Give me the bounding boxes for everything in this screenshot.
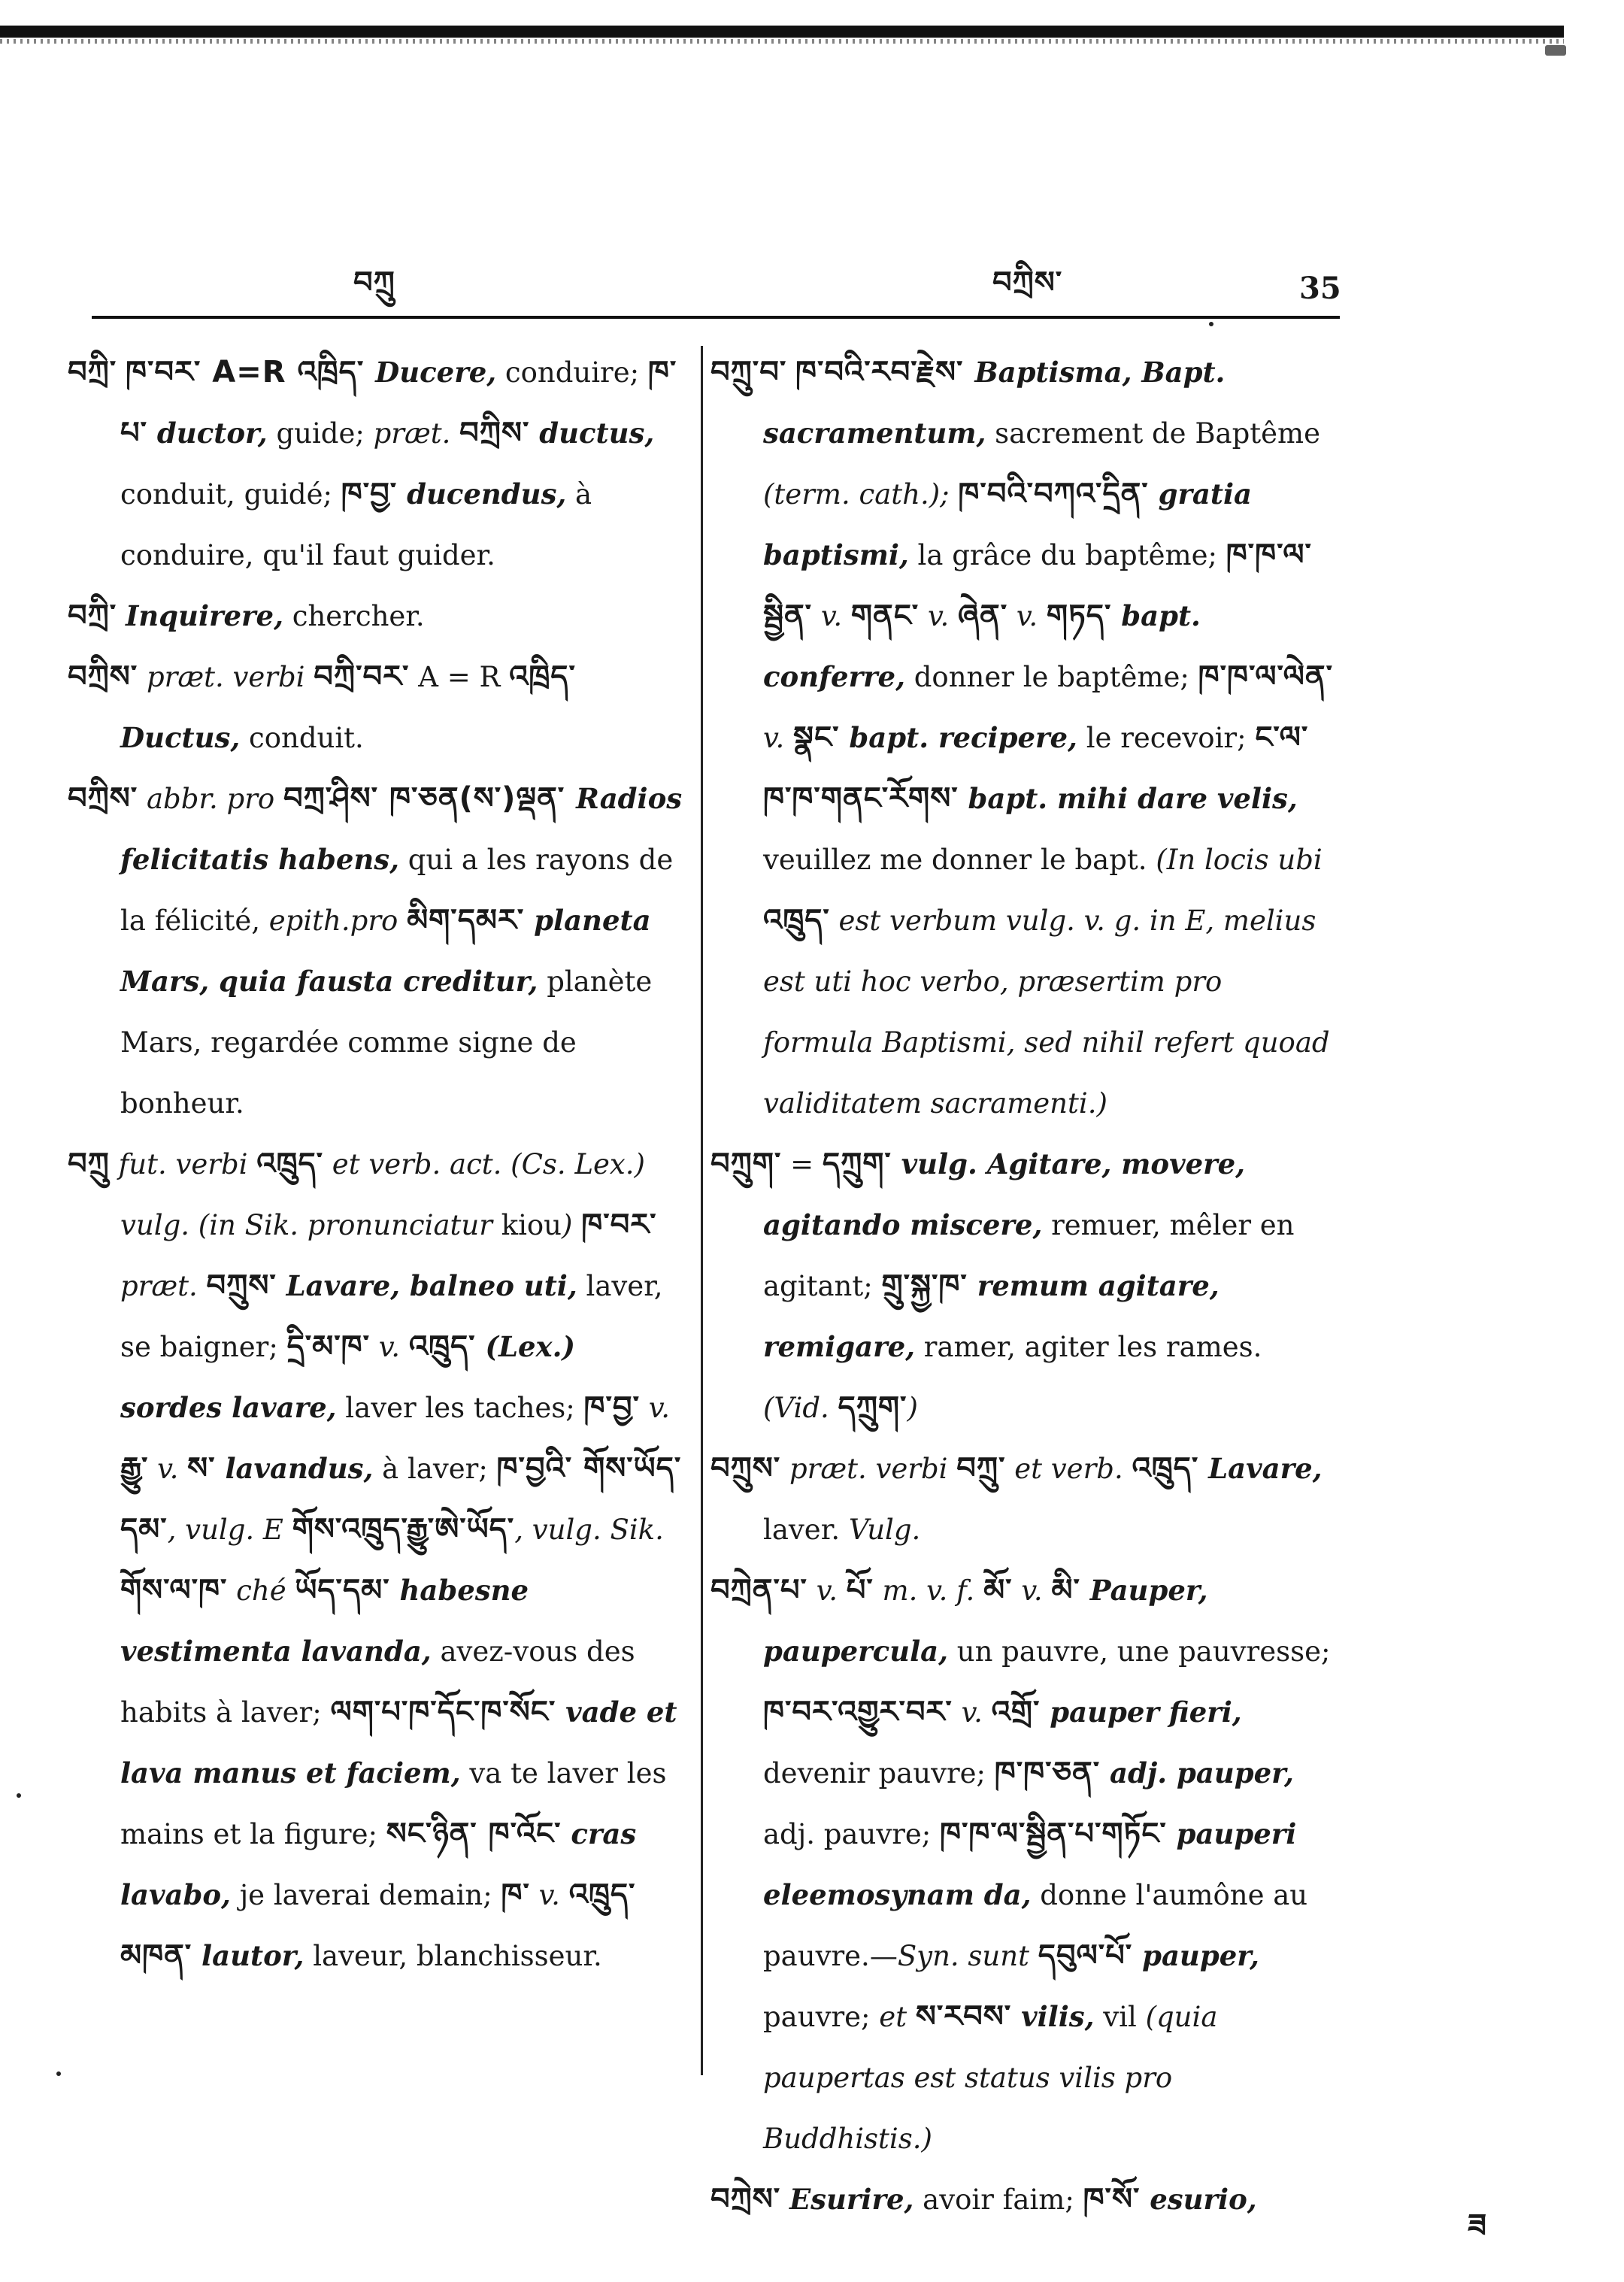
- entry-headword: བཀྲུག་: [710, 1147, 782, 1181]
- gloss-text: laver, se baigner;: [120, 1270, 663, 1363]
- tibetan-text: ས་རབས་: [915, 1999, 1012, 2034]
- gloss-text: adj. pauper,: [1100, 1756, 1294, 1790]
- gloss-text: et verb.: [1005, 1453, 1132, 1485]
- gloss-text: kiou: [501, 1209, 562, 1241]
- gloss-text: pauperi eleemosynam da,: [763, 1817, 1297, 1911]
- tibetan-text: དྲི་མ་ཁ་: [286, 1329, 371, 1364]
- tibetan-text: ང་ལ་ཁ་ཁ་གནང་རོགས་: [763, 720, 1309, 816]
- entry-headword: བཀྲིས་: [68, 659, 138, 694]
- gloss-text: v.: [529, 1879, 569, 1911]
- tibetan-text: ཁ་བྱའི་ གོས་ཡོད་དམ་: [120, 1451, 682, 1547]
- gloss-text: qui a les rayons de la félicité,: [120, 844, 674, 937]
- gloss-text: bapt. recipere,: [839, 721, 1077, 754]
- entry-headword: བཀྲུས་: [710, 1451, 781, 1486]
- tibetan-text: རྒྱུ་: [120, 1451, 149, 1486]
- left-column: [68, 342, 684, 1987]
- gloss-text: lautor,: [192, 1939, 304, 1972]
- tibetan-text: སང་ཉིན་: [386, 1817, 477, 1851]
- tibetan-text: གྲུ་སྐྱ་ཁ་: [881, 1268, 968, 1303]
- gloss-text: guide;: [267, 417, 374, 450]
- gloss-text: Baptisma, Bapt. sacramentum,: [763, 356, 1226, 450]
- tibetan-text: ཁ་པ་: [120, 355, 677, 450]
- tibetan-text: གོས་འཁྲུད་རྒྱུ་ཨེ་ཡོད་: [292, 1512, 515, 1547]
- tibetan-text: དབུལ་པོ་: [1038, 1938, 1133, 1973]
- gloss-text: et: [879, 2001, 916, 2033]
- gloss-text: bapt. conferre,: [763, 599, 1201, 693]
- gloss-text: remuer, mêler en agitant;: [763, 1209, 1295, 1302]
- dictionary-entry: [68, 342, 684, 586]
- tibetan-text: འཁྲུད་: [256, 1147, 324, 1181]
- gloss-text: vilis,: [1011, 2000, 1095, 2033]
- gloss-text: conduit.: [240, 722, 364, 754]
- gloss-text: , vulg. E: [167, 1514, 292, 1546]
- column-divider: [701, 346, 703, 2075]
- top-rule: [0, 26, 1564, 38]
- gloss-text: planète Mars, regardée comme signe de bonheur.: [120, 965, 653, 1120]
- dictionary-entry: [710, 1560, 1335, 2169]
- gloss-text: v.: [763, 722, 794, 754]
- gloss-text: donner le baptême;: [904, 661, 1198, 693]
- dictionary-entry: [710, 2169, 1335, 2230]
- gloss-text: ductor,: [147, 417, 268, 450]
- gloss-text: præt.: [373, 417, 460, 450]
- tibetan-text: བཀྲུ་: [956, 1451, 1006, 1486]
- gloss-text: planeta Mars, quia fausta creditur,: [120, 904, 651, 998]
- left-running-headword: བཀྲུ: [353, 265, 395, 300]
- gloss-text: ché: [227, 1574, 295, 1607]
- gloss-text: A = R: [409, 661, 510, 693]
- gloss-text: je laverai demain;: [230, 1879, 501, 1911]
- tibetan-text: ལག་པ་ཁ་དོང་ཁ་སོང་: [330, 1695, 556, 1729]
- entry-headword: བཀྲུ་བ་: [710, 355, 787, 389]
- gloss-text: à conduire, qu'il faut guider.: [120, 478, 592, 571]
- gloss-text: Radios felicitatis habens,: [120, 782, 683, 876]
- tibetan-text: བཀྲིས་: [459, 416, 530, 450]
- gloss-text: chercher.: [283, 600, 425, 632]
- tibetan-text: ཁ་ཁ་ལ་ལེན་: [1198, 659, 1333, 694]
- tibetan-text: འཁྲུད་: [763, 903, 830, 938]
- tibetan-text: འཁྲུད་: [408, 1329, 476, 1364]
- tibetan-text: མོ་: [983, 1573, 1013, 1608]
- tibetan-text: ཁ་ཅན(ས་)ལྡན་: [378, 781, 577, 816]
- tibetan-text: སྣང་: [793, 720, 840, 755]
- gloss-text: avoir faim;: [914, 2184, 1083, 2216]
- gloss-text: v.: [812, 600, 851, 632]
- gloss-text: cras lavabo,: [120, 1817, 637, 1911]
- gloss-text: epith.pro: [268, 905, 408, 937]
- tibetan-text: བཀྲུས་: [206, 1268, 277, 1303]
- gloss-text: (Vid.: [763, 1392, 838, 1424]
- gloss-text: v.: [370, 1331, 409, 1363]
- gloss-text: gratia baptismi,: [763, 477, 1253, 571]
- gloss-text: avez-vous des habits à laver;: [120, 1635, 635, 1729]
- gloss-text: laveur, blanchisseur.: [304, 1940, 602, 1972]
- tibetan-text: གོས་ལ་ཁ་: [120, 1573, 228, 1608]
- gloss-text: (quia paupertas est status vilis pro Buddhistis.): [763, 2001, 1218, 2155]
- tibetan-text: གནང་: [850, 599, 920, 633]
- gloss-text: v.: [816, 1574, 847, 1607]
- tibetan-text: གཏད་: [1046, 599, 1112, 633]
- tibetan-text: མི་: [1051, 1573, 1080, 1608]
- gloss-text: est verbum vulg. v. g. in E, melius est uti hoc verbo, præsertim pro formula Baptismi, sed nihil refert quoad validitatem sacramenti.): [763, 905, 1330, 1120]
- gloss-text: præt. verbi: [146, 661, 314, 693]
- gloss-text: =: [790, 1148, 823, 1180]
- gloss-text: v.: [639, 1392, 671, 1424]
- signature-mark: ཟ: [1468, 2207, 1487, 2244]
- dictionary-entry: [710, 342, 1335, 1134]
- gloss-text: le recevoir;: [1077, 722, 1256, 754]
- top-rule-speckle: [0, 39, 1564, 44]
- gloss-text: (Lex.) sordes lavare,: [120, 1330, 575, 1424]
- tibetan-text: པོ་: [846, 1573, 874, 1608]
- corner-ink-mark: [1545, 45, 1566, 56]
- right-column: [710, 342, 1335, 2230]
- gloss-text: fut. verbi: [118, 1148, 257, 1180]
- gloss-text: et verb. act. (Cs. Lex.) vulg. (in Sik. pronunciatur: [120, 1148, 645, 1241]
- gloss-text: sacrement de Baptême: [986, 417, 1320, 450]
- entry-headword: བཀྲུ: [68, 1147, 110, 1181]
- gloss-text: ): [562, 1209, 582, 1241]
- dictionary-entry: [710, 1438, 1335, 1560]
- tibetan-text: ཡོད་དམ་: [295, 1573, 390, 1608]
- dictionary-entry: [68, 647, 684, 768]
- tibetan-text: ཁ་བྱ་: [583, 1390, 640, 1425]
- gloss-text: la grâce du baptême;: [908, 539, 1226, 571]
- gloss-text: ductus,: [529, 417, 655, 450]
- gloss-text: præt.: [120, 1270, 207, 1302]
- gloss-text: conduire;: [496, 356, 648, 389]
- gloss-text: v.: [1007, 600, 1047, 632]
- gloss-text: un pauvre, une pauvresse;: [948, 1635, 1331, 1668]
- gloss-text: Lavare,: [1198, 1452, 1323, 1485]
- tibetan-text: ཁ་སོ་: [1083, 2182, 1141, 2217]
- tibetan-text: མིག་དམར་: [407, 903, 525, 938]
- page-number: 35: [1299, 271, 1341, 306]
- tibetan-text: ཁ་བར་འགྱུར་བར་: [763, 1695, 953, 1729]
- gloss-text: Inquirere,: [125, 599, 283, 632]
- tibetan-text: ཁ་བྱ་: [341, 477, 398, 511]
- gloss-text: laver les taches;: [336, 1392, 584, 1424]
- gloss-text: va te laver les mains et la figure;: [120, 1757, 667, 1850]
- tibetan-text: ཁ་བར་ A=R འཁྲིད་: [125, 355, 376, 389]
- dictionary-entry: [710, 1134, 1335, 1438]
- gloss-text: ): [907, 1392, 918, 1424]
- gloss-text: m. v. f.: [873, 1574, 984, 1607]
- gloss-text: veuillez me donner le bapt.: [763, 844, 1156, 876]
- tibetan-text: དཀྲུག་: [838, 1390, 907, 1425]
- tibetan-text: ཁ་: [501, 1877, 530, 1912]
- gloss-text: bapt. mihi dare velis,: [958, 782, 1298, 815]
- stray-dot: [17, 1793, 21, 1798]
- gloss-text: (In locis ubi: [1156, 844, 1323, 876]
- gloss-text: v.: [919, 600, 959, 632]
- tibetan-text: ཁ་བའི་རབ་རྗེས་: [795, 355, 975, 389]
- gloss-text: præt. verbi: [789, 1453, 957, 1485]
- gloss-text: donne l'aumône au pauvre.—: [763, 1879, 1308, 1972]
- tibetan-text: ཞེན་: [958, 599, 1008, 633]
- entry-headword: བཀྲེན་པ་: [710, 1573, 807, 1608]
- gloss-text: Syn. sunt: [897, 1940, 1038, 1972]
- gloss-text: esurio,: [1140, 2183, 1257, 2216]
- tibetan-text: ཁ་ཁ་ཅན་: [994, 1756, 1101, 1790]
- gloss-text: v.: [1012, 1574, 1052, 1607]
- page-header: [0, 229, 1624, 320]
- dictionary-entry: [68, 1134, 684, 1987]
- tibetan-text: ས་: [187, 1451, 216, 1486]
- tibetan-text: ཁ་ཁ་ལ་སྦྱིན་: [763, 538, 1312, 633]
- tibetan-text: བཀྲི་བར་: [314, 659, 410, 694]
- dictionary-entry: [68, 768, 684, 1134]
- right-running-headword: བཀྲིས་: [992, 265, 1063, 300]
- gloss-text: Vulg.: [848, 1514, 921, 1546]
- gloss-text: Pauper, paupercula,: [763, 1574, 1208, 1668]
- tibetan-text: འགྲོ་: [991, 1695, 1041, 1729]
- tibetan-text: བཀྲ་ཤིས་: [283, 781, 379, 816]
- gloss-text: ducendus,: [397, 477, 567, 511]
- gloss-text: habesne vestimenta lavanda,: [120, 1574, 529, 1668]
- gloss-text: Esurire,: [789, 2183, 914, 2216]
- gloss-text: lavandus,: [215, 1452, 374, 1485]
- entry-headword: བཀྲེས་: [710, 2182, 781, 2217]
- tibetan-text: དཀྲུག་: [822, 1147, 892, 1181]
- gloss-text: , vulg. Sik.: [514, 1514, 664, 1546]
- gloss-text: abbr. pro: [146, 783, 283, 815]
- gloss-text: (term. cath.);: [763, 478, 959, 511]
- tibetan-text: འཁྲིད་: [509, 659, 576, 694]
- gloss-text: Ductus,: [120, 721, 241, 754]
- tibetan-text: འཁྲུད་མཁན་: [120, 1877, 636, 1973]
- gloss-text: v.: [952, 1696, 992, 1729]
- gloss-text: vade et lava manus et faciem,: [120, 1696, 677, 1790]
- gloss-text: ramer, agiter les rames.: [915, 1331, 1262, 1363]
- entry-headword: བཀྲིས་: [68, 781, 138, 816]
- entry-headword: བཀྲི་: [68, 355, 117, 389]
- stray-dot: [56, 2071, 61, 2076]
- entry-headword: བཀྲི་: [68, 599, 117, 633]
- gloss-text: pauper fieri,: [1040, 1696, 1242, 1729]
- tibetan-text: འཁྲུད་: [1132, 1451, 1199, 1486]
- tibetan-text: ཁ་འོང་: [477, 1817, 562, 1851]
- gloss-text: Lavare, balneo uti,: [276, 1269, 577, 1302]
- gloss-text: laver.: [763, 1514, 849, 1546]
- gloss-text: pauper,: [1132, 1939, 1259, 1972]
- gloss-text: Ducere,: [375, 356, 497, 389]
- tibetan-text: ཁ་བའི་བཀའ་དྲིན་: [958, 477, 1149, 511]
- tibetan-text: ཁ་བར་: [581, 1208, 657, 1242]
- gloss-text: pauvre;: [763, 2001, 880, 2033]
- gloss-text: conduit, guidé;: [120, 478, 341, 511]
- gloss-text: devenir pauvre;: [763, 1757, 995, 1790]
- gloss-text: remum agitare, remigare,: [763, 1269, 1220, 1363]
- gloss-text: vil: [1094, 2001, 1146, 2033]
- tibetan-text: ཁ་ཁ་ལ་སྦྱིན་པ་གཏོང་: [940, 1817, 1167, 1851]
- gloss-text: adj. pauvre;: [763, 1818, 941, 1850]
- gloss-text: v.: [148, 1453, 188, 1485]
- stray-dot: [1209, 322, 1213, 326]
- dictionary-entry: [68, 586, 684, 647]
- header-rule: [92, 316, 1340, 319]
- gloss-text: vulg. Agitare, movere, agitando miscere,: [763, 1147, 1246, 1241]
- gloss-text: à laver;: [373, 1453, 497, 1485]
